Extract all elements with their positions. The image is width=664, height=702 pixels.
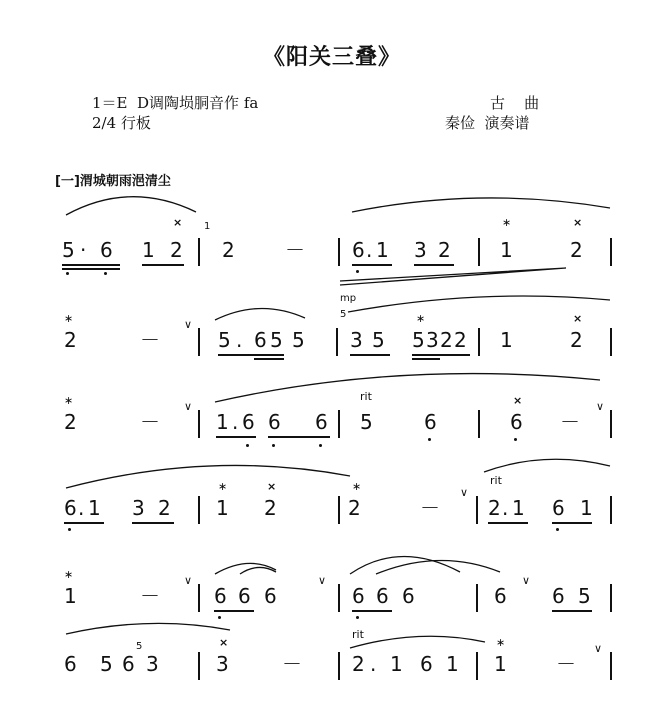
ornament-mark: ∗ bbox=[502, 216, 512, 229]
note: 3 bbox=[426, 328, 439, 352]
underline bbox=[552, 610, 592, 612]
note: 2 bbox=[348, 496, 361, 520]
note: . bbox=[232, 410, 239, 434]
breath-mark: ∨ bbox=[318, 574, 327, 587]
note: 2 bbox=[64, 410, 77, 434]
note: 1 bbox=[580, 496, 593, 520]
grace-note: 5 bbox=[340, 309, 347, 320]
barline bbox=[338, 496, 340, 524]
underline bbox=[64, 522, 104, 524]
note: 5 bbox=[270, 328, 283, 352]
ornament-mark: ∗ bbox=[64, 394, 74, 407]
note: . bbox=[370, 652, 377, 676]
underline bbox=[412, 358, 440, 360]
staff-row-4 bbox=[0, 458, 664, 542]
barline bbox=[610, 496, 612, 524]
barline bbox=[476, 496, 478, 524]
breath-mark: ∨ bbox=[522, 574, 531, 587]
note: . bbox=[236, 328, 243, 352]
note: 6 bbox=[254, 328, 267, 352]
dash: － bbox=[140, 584, 160, 608]
note: 5 bbox=[578, 584, 591, 608]
note: 3 bbox=[350, 328, 363, 352]
note: 1 bbox=[376, 238, 389, 262]
note: 6 bbox=[420, 652, 433, 676]
staff-row-6 bbox=[0, 614, 664, 698]
note: 1 bbox=[216, 496, 229, 520]
barline bbox=[338, 584, 340, 612]
barline bbox=[610, 652, 612, 680]
note: 1 bbox=[500, 328, 513, 352]
note: 6 bbox=[510, 410, 523, 434]
note: . bbox=[502, 496, 509, 520]
rit-mark: rit bbox=[360, 390, 372, 403]
rit-mark: rit bbox=[352, 628, 364, 641]
barline bbox=[198, 328, 200, 356]
dash: － bbox=[560, 410, 580, 434]
note: 5 bbox=[218, 328, 231, 352]
note: 1 bbox=[216, 410, 229, 434]
barline bbox=[610, 410, 612, 438]
underline bbox=[132, 522, 174, 524]
rit-mark: rit bbox=[490, 474, 502, 487]
underline bbox=[142, 264, 184, 266]
low-dot bbox=[428, 438, 431, 441]
note: . bbox=[366, 238, 373, 262]
note: 2 bbox=[438, 238, 451, 262]
low-dot bbox=[514, 438, 517, 441]
ornament-mark: × bbox=[573, 216, 583, 229]
underline bbox=[488, 522, 528, 524]
note: 3 bbox=[146, 652, 159, 676]
note: 2 bbox=[158, 496, 171, 520]
note: · bbox=[80, 238, 87, 262]
barline bbox=[610, 238, 612, 266]
note: 6 bbox=[402, 584, 415, 608]
note: 6 bbox=[552, 584, 565, 608]
staff-row-2 bbox=[0, 290, 664, 374]
low-dot bbox=[556, 528, 559, 531]
ornament-mark: ∗ bbox=[64, 312, 74, 325]
barline bbox=[478, 328, 480, 356]
grace-note: 5 bbox=[136, 641, 143, 652]
dash: － bbox=[282, 652, 302, 676]
barline bbox=[610, 328, 612, 356]
note: 6 bbox=[315, 410, 328, 434]
note: 1 bbox=[500, 238, 513, 262]
note: 1 bbox=[512, 496, 525, 520]
note: 5 bbox=[292, 328, 305, 352]
barline bbox=[476, 584, 478, 612]
note: 6 bbox=[424, 410, 437, 434]
underline bbox=[268, 436, 330, 438]
low-dot bbox=[356, 270, 359, 273]
note: 3 bbox=[216, 652, 229, 676]
ornament-mark: × bbox=[173, 216, 183, 229]
underline bbox=[218, 354, 284, 356]
note: 6 bbox=[268, 410, 281, 434]
breath-mark: ∨ bbox=[596, 400, 605, 413]
note: 3 bbox=[414, 238, 427, 262]
underline bbox=[62, 264, 120, 266]
underline bbox=[552, 522, 592, 524]
barline bbox=[610, 584, 612, 612]
note: 5 bbox=[372, 328, 385, 352]
score-title: 《阳关三叠》 bbox=[262, 44, 401, 70]
note: 6 bbox=[64, 652, 77, 676]
note: 6 bbox=[64, 496, 77, 520]
note: 6 bbox=[376, 584, 389, 608]
ornament-mark: ∗ bbox=[64, 568, 74, 581]
dash: － bbox=[556, 652, 576, 676]
underline bbox=[350, 354, 390, 356]
barline bbox=[338, 410, 340, 438]
note: 1 bbox=[88, 496, 101, 520]
underline bbox=[414, 264, 454, 266]
dash: － bbox=[140, 328, 160, 352]
note: 2 bbox=[570, 238, 583, 262]
composer-style: 古 曲 bbox=[490, 94, 540, 112]
barline bbox=[198, 410, 200, 438]
note: 2 bbox=[440, 328, 453, 352]
barline bbox=[198, 496, 200, 524]
ornament-mark: ∗ bbox=[416, 312, 426, 325]
breath-mark: ∨ bbox=[184, 318, 193, 331]
breath-mark: ∨ bbox=[184, 574, 193, 587]
dash: － bbox=[420, 496, 440, 520]
dynamic-mark: mp bbox=[340, 293, 357, 304]
note: 6 bbox=[552, 496, 565, 520]
low-dot bbox=[104, 272, 107, 275]
note: 1 bbox=[446, 652, 459, 676]
breath-mark: ∨ bbox=[460, 486, 469, 499]
barline bbox=[476, 652, 478, 680]
low-dot bbox=[66, 272, 69, 275]
low-dot bbox=[246, 444, 249, 447]
note: 6 bbox=[264, 584, 277, 608]
underline bbox=[412, 354, 470, 356]
note: 6 bbox=[214, 584, 227, 608]
note: 2 bbox=[454, 328, 467, 352]
staff-row-3 bbox=[0, 372, 664, 456]
note: 6 bbox=[494, 584, 507, 608]
note: 2 bbox=[488, 496, 501, 520]
ornament-mark: ∗ bbox=[218, 480, 228, 493]
underline bbox=[352, 264, 392, 266]
dash: － bbox=[285, 238, 305, 262]
note: 6 bbox=[122, 652, 135, 676]
note: 1 bbox=[390, 652, 403, 676]
ornament-mark: ∗ bbox=[496, 636, 506, 649]
note: 5 bbox=[62, 238, 75, 262]
staff-row-1 bbox=[0, 200, 664, 284]
barline bbox=[338, 238, 340, 266]
dash: － bbox=[140, 410, 160, 434]
barline bbox=[198, 238, 200, 266]
ornament-mark: ∗ bbox=[352, 480, 362, 493]
note: 2 bbox=[352, 652, 365, 676]
barline bbox=[198, 652, 200, 680]
low-dot bbox=[272, 444, 275, 447]
note: . bbox=[78, 496, 85, 520]
note: 2 bbox=[170, 238, 183, 262]
barline bbox=[198, 584, 200, 612]
note: 1 bbox=[494, 652, 507, 676]
ornament-mark: × bbox=[513, 394, 523, 407]
ornament-mark: × bbox=[573, 312, 583, 325]
note: 6 bbox=[352, 584, 365, 608]
ornament-mark: × bbox=[267, 480, 277, 493]
low-dot bbox=[319, 444, 322, 447]
note: 1 bbox=[142, 238, 155, 262]
note: 5 bbox=[360, 410, 373, 434]
barline bbox=[338, 652, 340, 680]
note: 2 bbox=[64, 328, 77, 352]
note: 5 bbox=[100, 652, 113, 676]
note: 1 bbox=[64, 584, 77, 608]
note: 3 bbox=[132, 496, 145, 520]
note: 6 bbox=[242, 410, 255, 434]
note: 2 bbox=[264, 496, 277, 520]
underline bbox=[352, 610, 392, 612]
note: 5 bbox=[412, 328, 425, 352]
note: 6 bbox=[352, 238, 365, 262]
underline bbox=[214, 610, 254, 612]
barline bbox=[336, 328, 338, 356]
note: 2 bbox=[222, 238, 235, 262]
section-label: [一]渭城朝雨浥清尘 bbox=[55, 174, 171, 189]
time-signature: 2/4 行板 bbox=[92, 114, 151, 132]
barline bbox=[478, 410, 480, 438]
breath-mark: ∨ bbox=[594, 642, 603, 655]
low-dot bbox=[68, 528, 71, 531]
grace-note: 1 bbox=[204, 221, 211, 232]
note: 6 bbox=[238, 584, 251, 608]
note: 6 bbox=[100, 238, 113, 262]
barline bbox=[478, 238, 480, 266]
breath-mark: ∨ bbox=[184, 400, 193, 413]
note: 2 bbox=[570, 328, 583, 352]
arranger: 秦俭 演奏谱 bbox=[445, 114, 530, 132]
underline bbox=[216, 436, 256, 438]
ornament-mark: × bbox=[219, 636, 229, 649]
underline bbox=[254, 358, 284, 360]
underline bbox=[62, 268, 120, 270]
key-signature: 1＝E D调陶埙胴音作 fa bbox=[92, 94, 259, 112]
